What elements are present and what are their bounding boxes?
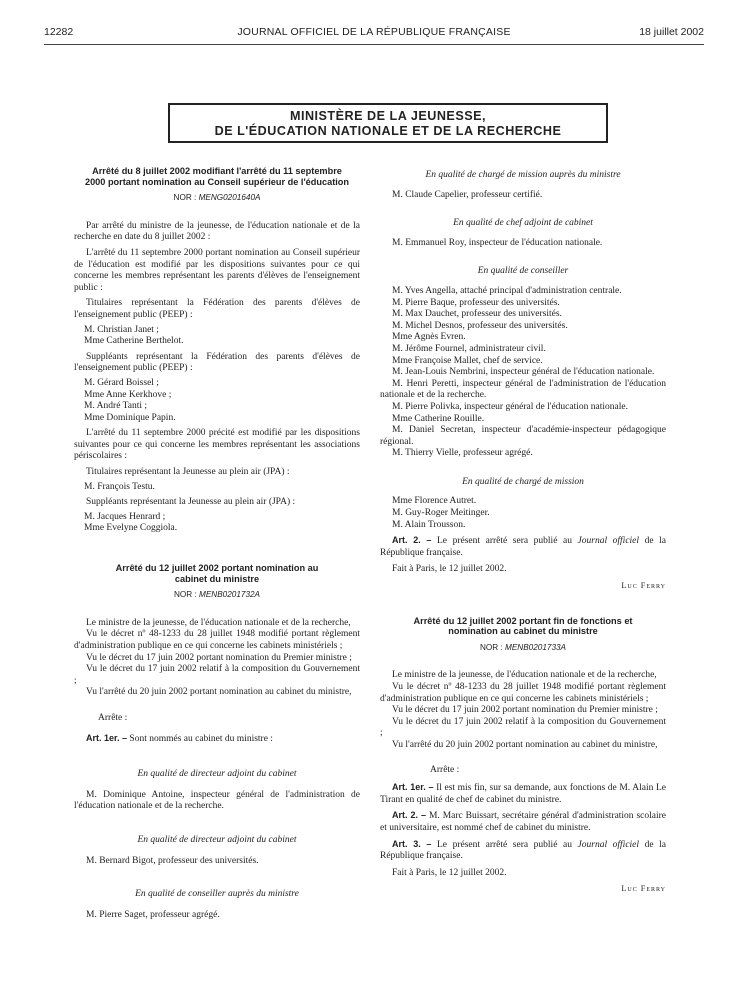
- running-header: [44, 26, 704, 42]
- paragraph: Vu le décret du 17 juin 2002 relatif à la composition du Gouvernement ;: [74, 664, 360, 686]
- place-date: Fait à Paris, le 12 juillet 2002.: [392, 564, 507, 575]
- member-entry: M. Henri Peretti, inspecteur général de l'administration de l'éducation nationale et de la recherche.: [380, 378, 666, 401]
- nor-reference: [74, 192, 360, 204]
- header-rule: [44, 44, 704, 45]
- article-label: Art. 1er. –: [392, 782, 434, 793]
- member-name: Mme Anne Kerkhove ;: [84, 389, 172, 400]
- arrete-title: Arrêté du 12 juillet 2002 portant nomination au cabinet du ministre: [115, 563, 319, 584]
- article-label: Art. 2. –: [392, 810, 427, 821]
- paragraph: Vu l'arrêté du 20 juin 2002 portant nomination au cabinet du ministre,: [86, 687, 352, 698]
- article-text: M. Marc Buissart, secrétaire général d'administration scolaire et universitaire, est nommé chef de cabinet du ministre.: [380, 811, 667, 833]
- right-column: [380, 166, 666, 895]
- nor-code: MENB0201733A: [505, 642, 567, 652]
- paragraph: Vu l'arrêté du 20 juin 2002 portant nomination au cabinet du ministre,: [392, 739, 658, 750]
- member-entry: M. Jérôme Fournel, administrateur civil.: [392, 343, 546, 354]
- member-name: M. Christian Janet ;: [84, 324, 159, 335]
- issue-date: 18 juillet 2002: [639, 26, 704, 38]
- paragraph: Vu le décret du 17 juin 2002 relatif à la composition du Gouvernement ;: [380, 716, 666, 739]
- paragraph: Titulaires représentant la Fédération des parents d'élèves de l'enseignement public (PEEP) :: [74, 298, 360, 320]
- arrete-title: Arrêté du 8 juillet 2002 modifiant l'arrêté du 11 septembre 2000 portant nomination au Conseil supérieur de l'éducation: [84, 166, 350, 187]
- left-column: [74, 166, 360, 921]
- ministry-line-2: DE L'ÉDUCATION NATIONALE ET DE LA RECHERCHE: [214, 124, 562, 138]
- role-heading: En qualité de directeur adjoint du cabinet: [137, 769, 297, 780]
- member-name: Mme Dominique Papin.: [84, 412, 176, 423]
- member-entry: M. Daniel Secretan, inspecteur d'académie-inspecteur pédagogique régional.: [380, 425, 666, 447]
- article-2: [380, 535, 666, 559]
- journal-name: Journal officiel: [577, 839, 640, 850]
- signature: Luc Ferry: [621, 581, 666, 591]
- paragraph: Suppléants représentant la Fédération des parents d'élèves de l'enseignement public (PEEP) :: [74, 351, 360, 374]
- nor-label: NOR :: [173, 590, 197, 600]
- arrete-verb: Arrête :: [98, 712, 128, 723]
- member-entry: M. Pierre Baque, professeur des universités.: [392, 297, 560, 308]
- place-date: Fait à Paris, le 12 juillet 2002.: [392, 867, 507, 878]
- nor-reference: [380, 642, 666, 654]
- paragraph: Par arrêté du ministre de la jeunesse, de l'éducation nationale et de la recherche en date du 8 juillet 2002 :: [74, 220, 360, 243]
- member-entry: M. Pierre Polivka, inspecteur général de l'éducation nationale.: [392, 401, 628, 412]
- arrete-title: Arrêté du 12 juillet 2002 portant fin de fonctions et nomination au cabinet du ministre: [413, 615, 633, 637]
- signature: Luc Ferry: [621, 884, 666, 894]
- member-entry: M. Emmanuel Roy, inspecteur de l'éducation nationale.: [392, 237, 603, 248]
- paragraph: L'arrêté du 11 septembre 2000 précité est modifié par les dispositions suivantes pour ce qui concerne les membres représentant les associations périscolaires :: [74, 428, 360, 462]
- member-entry: M. Claude Capelier, professeur certifié.: [392, 189, 543, 200]
- article-text: Il est mis fin, sur sa demande, aux fonctions de M. Alain Le Tirant en qualité de chef de cabinet du ministre.: [380, 783, 666, 805]
- member-entry: M. Yves Angella, attaché principal d'administration centrale.: [392, 285, 622, 296]
- member-entry: M. Max Dauchet, professeur des universités.: [392, 309, 562, 320]
- member-entry: Mme Florence Autret.: [392, 496, 477, 507]
- article-1: [74, 733, 360, 746]
- member-name: M. André Tanti ;: [84, 401, 148, 412]
- member-name: M. François Testu.: [84, 481, 155, 492]
- article-text: Le présent arrêté sera publié au: [437, 536, 578, 547]
- role-heading: En qualité de chef adjoint de cabinet: [453, 218, 593, 229]
- member-entry: Mme Françoise Mallet, chef de service.: [392, 355, 543, 366]
- arrete-verb: Arrête :: [430, 764, 460, 775]
- paragraph: Titulaires représentant la Jeunesse au plein air (JPA) :: [86, 467, 290, 478]
- member-entry: Mme Catherine Rouille.: [392, 413, 485, 424]
- journal-title: JOURNAL OFFICIEL DE LA RÉPUBLIQUE FRANÇAISE: [237, 26, 511, 38]
- article-label: Art. 1er. –: [86, 732, 128, 743]
- role-heading: En qualité de chargé de mission: [462, 476, 584, 487]
- member-name: M. Gérard Boissel ;: [84, 377, 159, 388]
- member-entry: M. Jean-Louis Nembrini, inspecteur général de l'éducation nationale.: [392, 367, 655, 378]
- member-entry: M. Pierre Saget, professeur agrégé.: [86, 909, 220, 920]
- paragraph: Vu le décret du 17 juin 2002 portant nomination du Premier ministre ;: [86, 652, 352, 663]
- paragraph: Le ministre de la jeunesse, de l'éducation nationale et de la recherche,: [86, 617, 351, 628]
- article-text: de la République française.: [380, 839, 667, 862]
- paragraph: Vu le décret nº 48-1233 du 28 juillet 1948 modifié portant règlement d'administration publique en ce qui concerne les cabinets ministériels ;: [74, 629, 360, 651]
- paragraph: Le ministre de la jeunesse, de l'éducation nationale et de la recherche,: [392, 670, 657, 681]
- role-heading: En qualité de chargé de mission auprès du ministre: [425, 170, 621, 180]
- nor-code: MENB0201732A: [199, 590, 261, 600]
- nor-label: NOR :: [173, 193, 197, 203]
- article-label: Art. 3. –: [392, 838, 432, 849]
- article-text: Le présent arrêté sera publié au: [437, 839, 578, 850]
- role-heading: En qualité de directeur adjoint du cabinet: [137, 834, 297, 845]
- paragraph: Vu le décret du 17 juin 2002 portant nomination du Premier ministre ;: [392, 705, 658, 716]
- article-text: Sont nommés au cabinet du ministre :: [129, 733, 273, 744]
- member-entry: M. Dominique Antoine, inspecteur général de l'administration de l'éducation nationale et de la recherche.: [74, 789, 360, 812]
- nor-code: MENG0201640A: [198, 193, 261, 203]
- nor-reference: [74, 589, 360, 601]
- member-entry: M. Alain Trousson.: [392, 519, 466, 530]
- article-1: [380, 782, 666, 806]
- role-heading: En qualité de conseiller auprès du ministre: [135, 889, 299, 900]
- member-entry: Mme Agnès Evren.: [392, 332, 466, 343]
- ministry-line-1: MINISTÈRE DE LA JEUNESSE,: [289, 109, 487, 123]
- member-entry: M. Michel Desnos, professeur des universités.: [392, 320, 568, 331]
- ministry-heading: [168, 103, 608, 143]
- article-text: de la République française.: [380, 536, 667, 558]
- member-name: M. Jacques Henrard ;: [84, 511, 166, 522]
- member-name: Mme Catherine Berthelot.: [84, 336, 184, 347]
- article-2: [380, 810, 666, 834]
- member-name: Mme Evelyne Coggiola.: [84, 523, 178, 534]
- paragraph: Suppléants représentant la Jeunesse au plein air (JPA) :: [86, 497, 296, 508]
- member-entry: M. Thierry Vielle, professeur agrégé.: [392, 448, 533, 459]
- member-entry: M. Guy-Roger Meitinger.: [392, 508, 490, 519]
- nor-label: NOR :: [479, 642, 503, 652]
- paragraph: L'arrêté du 11 septembre 2000 portant nomination au Conseil supérieur de l'éducation est modifié par les dispositions suivantes pour ce qui concerne les membres représentant les parents d'élèves de l'enseignement public :: [74, 247, 360, 293]
- paragraph: Vu le décret nº 48-1233 du 28 juillet 1948 modifié portant règlement d'administration publique en ce qui concerne les cabinets ministériels ;: [380, 682, 666, 704]
- journal-name: Journal officiel: [577, 536, 640, 547]
- role-heading: En qualité de conseiller: [477, 266, 569, 277]
- article-label: Art. 2. –: [392, 535, 432, 546]
- member-entry: M. Bernard Bigot, professeur des universités.: [86, 855, 259, 866]
- article-3: [380, 839, 666, 863]
- page-number: 12282: [44, 26, 74, 38]
